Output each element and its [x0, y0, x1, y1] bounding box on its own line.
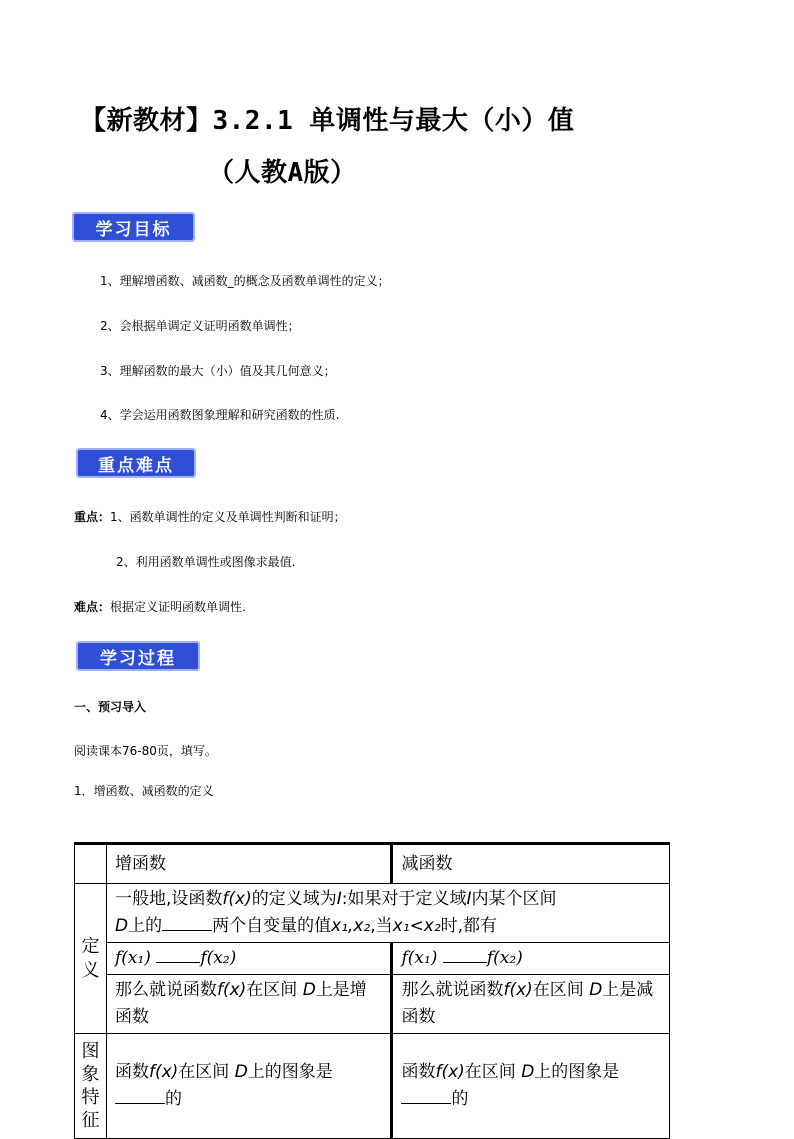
blank-any: [162, 914, 212, 931]
focus-item-2: 2、利用函数单调性或图像求最值.: [116, 555, 296, 569]
inc-inequality: f(x₁) f(x₂): [106, 943, 391, 975]
blank-dec-relation: [443, 946, 487, 963]
blank-inc-relation: [156, 946, 200, 963]
page-title-line2: （人教A版）: [208, 158, 357, 188]
dec-graph: 函数f(x)在区间 D上的图象是 的: [392, 1034, 670, 1139]
badge-objectives: 学习目标: [72, 212, 195, 242]
focus-item-1: 1、函数单调性的定义及单调性判断和证明；: [110, 510, 346, 524]
difficulty-label: 难点：: [74, 600, 111, 614]
inc-conclusion: 那么就说函数f(x)在区间 D上是增函数: [106, 975, 391, 1034]
inc-graph: 函数f(x)在区间 D上的图象是 的: [106, 1034, 391, 1139]
side-definition: 定义: [75, 884, 107, 1034]
focus-label: 重点：: [74, 510, 111, 524]
blank-dec-graph: [401, 1087, 451, 1104]
focus-line-1: [74, 508, 346, 525]
difficulty-line: [74, 598, 246, 615]
table-corner-cell: [75, 844, 107, 884]
definition-table: [74, 842, 670, 1139]
inequality-row: [75, 943, 670, 975]
side-graph: 图象特征: [75, 1034, 107, 1139]
reading-instruction: 阅读课本76-80页，填写。: [74, 744, 217, 758]
section-preview: 一、预习导入: [74, 700, 147, 714]
item-definition-heading: 1．增函数、减函数的定义: [74, 784, 214, 798]
objective-4: 4、学会运用函数图象理解和研究函数的性质.: [100, 408, 340, 422]
badge-process: 学习过程: [76, 641, 200, 671]
badge-key-points: 重点难点: [76, 448, 196, 478]
objective-1: 1、理解增函数、减函数_的概念及函数单调性的定义；: [100, 274, 390, 288]
difficulty-text: 根据定义证明函数单调性.: [110, 600, 246, 614]
header-increasing: 增函数: [106, 844, 391, 884]
conclusion-row: [75, 975, 670, 1034]
blank-inc-graph: [115, 1087, 165, 1104]
page-title-line1: 【新教材】3.2.1 单调性与最大（小）值: [80, 106, 575, 136]
objective-2: 2、会根据单调定义证明函数单调性；: [100, 319, 300, 333]
objective-3: 3、理解函数的最大（小）值及其几何意义；: [100, 364, 336, 378]
definition-common-row: [75, 884, 670, 943]
header-decreasing: 减函数: [392, 844, 670, 884]
table-header-row: [75, 844, 670, 884]
definition-common-text: 一般地,设函数f(x)的定义域为I:如果对于定义域I内某个区间 D上的 两个自变量的值x₁,x₂,当x₁<x₂时,都有: [106, 884, 669, 943]
dec-conclusion: 那么就说函数f(x)在区间 D上是减函数: [392, 975, 670, 1034]
dec-inequality: f(x₁) f(x₂): [392, 943, 670, 975]
